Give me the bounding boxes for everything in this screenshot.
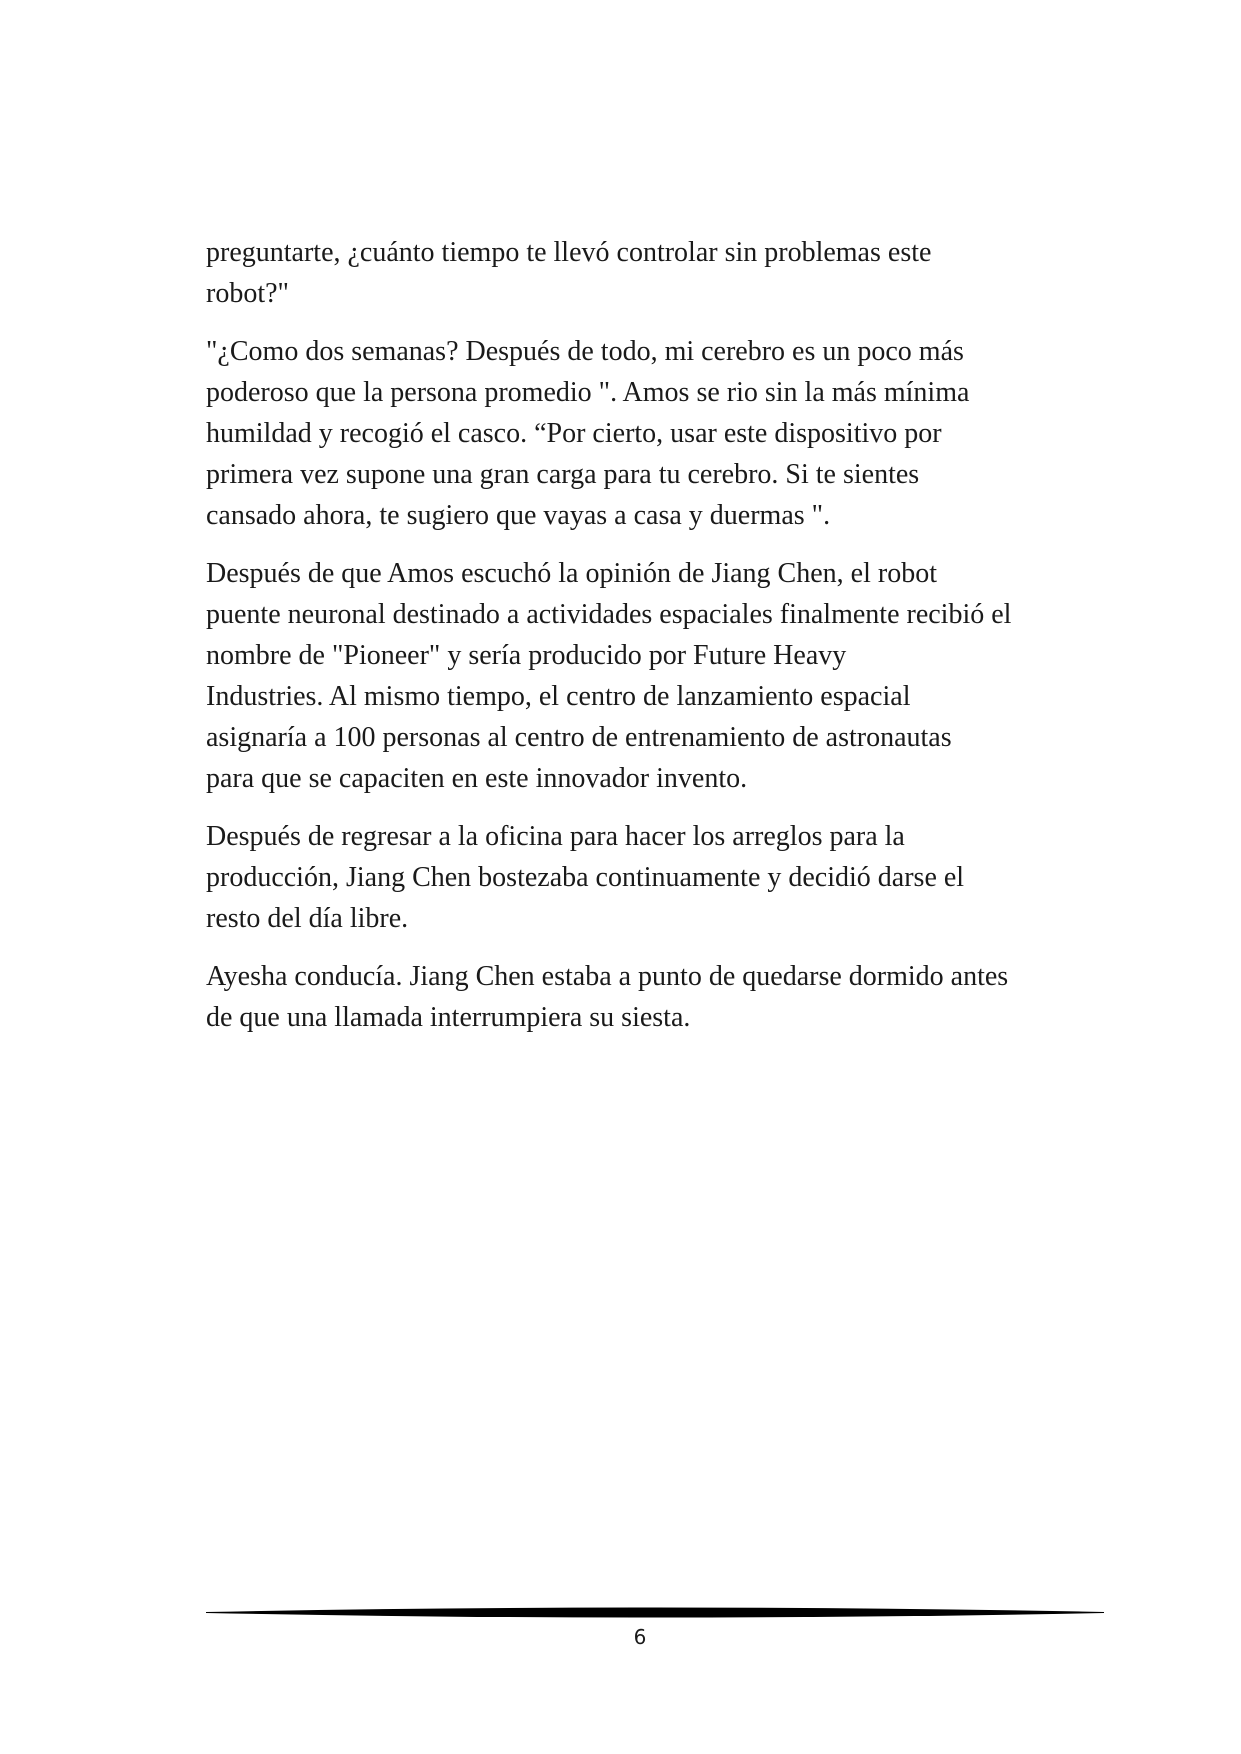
paragraph-5: Ayesha conducía. Jiang Chen estaba a punto de quedarse dormido antes de que una llamada interrumpiera su siesta. [206,961,1009,1033]
page-number: 6 [633,1625,647,1649]
footer-divider-swell [206,1608,1104,1618]
body-text [206,232,1076,1055]
paragraph-4: Después de regresar a la oficina para hacer los arreglos para la producción, Jiang Chen bostezaba continuamente y decidió darse el resto del día libre. [206,821,965,934]
paragraph-2: "¿Como dos semanas? Después de todo, mi cerebro es un poco más poderoso que la persona promedio ". Amos se rio sin la más mínima humildad y recogió el casco. “Por cierto, usar este dispositivo por primera vez supone una gran carga para tu cerebro. Si te sientes cansado ahora, te sugiero que vayas a casa y duermas ". [206,336,970,531]
paragraph-3: Después de que Amos escuchó la opinión de Jiang Chen, el robot puente neuronal destinado a actividades espaciales finalmente recibió el nombre de "Pioneer" y sería producido por Future Heavy Industries. Al mismo tiempo, el centro de lanzamiento espacial asignaría a 100 personas al centro de entrenamiento de astronautas para que se capaciten en este innovador invento. [206,558,1012,794]
footer-divider [206,1606,1104,1620]
paragraph-1: preguntarte, ¿cuánto tiempo te llevó controlar sin problemas este robot?" [206,237,932,309]
